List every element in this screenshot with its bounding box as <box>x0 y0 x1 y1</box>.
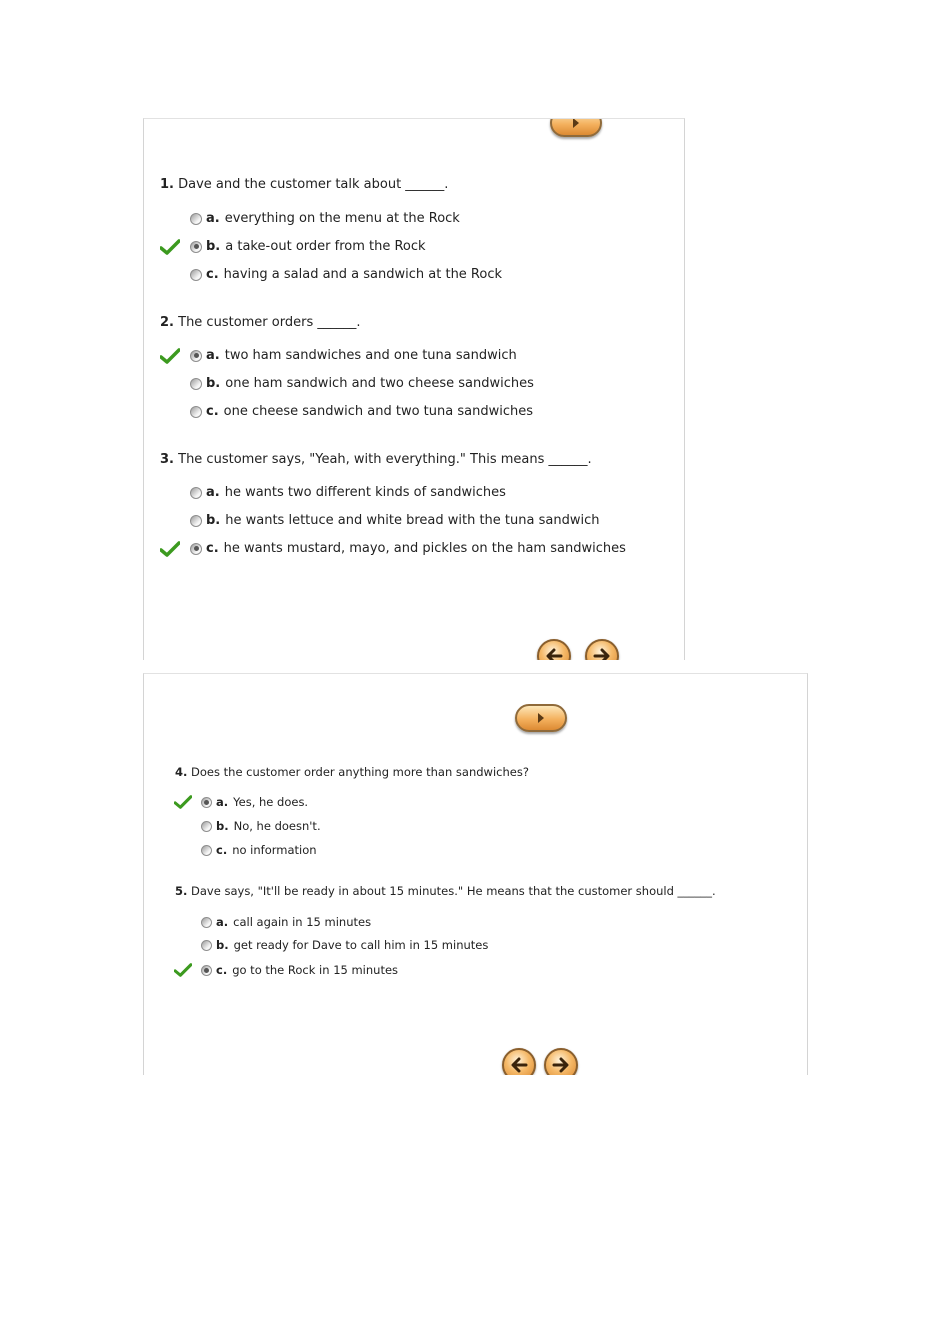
option-letter: a. <box>206 348 220 363</box>
option-3a[interactable] <box>190 485 506 500</box>
checkmark-icon <box>174 963 192 977</box>
checkmark-icon <box>160 239 180 255</box>
question-number: 2. <box>160 315 174 330</box>
question-text: Dave and the customer talk about ______. <box>178 177 449 192</box>
option-text: call again in 15 minutes <box>233 915 372 929</box>
option-text: he wants lettuce and white bread with the tuna sandwich <box>225 513 600 528</box>
question-3 <box>160 452 592 467</box>
question-text: Does the customer order anything more than sandwiches? <box>191 765 529 779</box>
radio-button[interactable] <box>190 269 202 281</box>
option-letter: c. <box>206 404 219 419</box>
option-letter: b. <box>216 819 229 833</box>
option-letter: b. <box>216 938 229 952</box>
question-5 <box>175 884 716 898</box>
radio-button-selected[interactable] <box>190 241 202 253</box>
option-text: no information <box>232 843 317 857</box>
option-letter: a. <box>216 795 229 809</box>
arrow-left-icon <box>545 648 563 660</box>
checkmark-icon <box>174 795 192 809</box>
option-letter: b. <box>206 239 221 254</box>
option-2b[interactable] <box>190 376 534 391</box>
option-text: go to the Rock in 15 minutes <box>232 963 399 977</box>
option-text: No, he doesn't. <box>233 819 321 833</box>
radio-button[interactable] <box>190 378 202 390</box>
option-1b[interactable] <box>190 239 426 254</box>
option-letter: a. <box>216 915 229 929</box>
forward-button[interactable] <box>515 704 567 732</box>
radio-button[interactable] <box>201 917 212 928</box>
arrow-right-icon <box>552 1057 570 1073</box>
next-button[interactable] <box>544 1048 578 1075</box>
option-3c[interactable] <box>190 541 626 556</box>
option-text: he wants two different kinds of sandwiches <box>224 485 506 500</box>
option-2c[interactable] <box>190 404 533 419</box>
option-letter: a. <box>206 211 220 226</box>
next-button[interactable] <box>585 639 619 660</box>
arrow-left-icon <box>510 1057 528 1073</box>
radio-button-selected[interactable] <box>201 797 212 808</box>
radio-button[interactable] <box>190 406 202 418</box>
radio-button[interactable] <box>201 845 212 856</box>
back-button[interactable] <box>502 1048 536 1075</box>
radio-button[interactable] <box>201 940 212 951</box>
radio-button-selected[interactable] <box>190 543 202 555</box>
option-text: a take-out order from the Rock <box>225 239 426 254</box>
question-2 <box>160 315 361 330</box>
option-text: two ham sandwiches and one tuna sandwich <box>224 348 517 363</box>
option-text: one cheese sandwich and two tuna sandwiches <box>223 404 533 419</box>
quiz-panel-1 <box>143 118 685 660</box>
forward-button[interactable] <box>550 118 602 137</box>
question-4 <box>175 765 529 779</box>
question-text: The customer says, "Yeah, with everything." This means ______. <box>178 452 592 467</box>
option-3b[interactable] <box>190 513 599 528</box>
checkmark-icon <box>160 348 180 364</box>
radio-button-selected[interactable] <box>201 965 212 976</box>
question-1 <box>160 177 448 192</box>
option-1c[interactable] <box>190 267 502 282</box>
option-letter: c. <box>216 963 228 977</box>
radio-button[interactable] <box>190 515 202 527</box>
option-2a[interactable] <box>190 348 517 363</box>
option-letter: b. <box>206 376 221 391</box>
question-number: 3. <box>160 452 174 467</box>
radio-button-selected[interactable] <box>190 350 202 362</box>
question-text: Dave says, "It'll be ready in about 15 minutes." He means that the customer should ______. <box>191 884 716 898</box>
play-triangle-icon <box>573 118 579 128</box>
question-number: 4. <box>175 765 188 779</box>
play-triangle-icon <box>538 713 544 723</box>
option-4c[interactable] <box>201 843 317 857</box>
option-text: he wants mustard, mayo, and pickles on the ham sandwiches <box>223 541 626 556</box>
option-letter: c. <box>206 267 219 282</box>
option-text: get ready for Dave to call him in 15 minutes <box>233 938 489 952</box>
option-5c[interactable] <box>201 963 398 977</box>
radio-button[interactable] <box>190 487 202 499</box>
question-number: 5. <box>175 884 188 898</box>
quiz-panel-2 <box>143 673 808 1075</box>
option-text: one ham sandwich and two cheese sandwiches <box>225 376 534 391</box>
option-4a[interactable] <box>201 795 308 809</box>
arrow-right-icon <box>593 648 611 660</box>
option-1a[interactable] <box>190 211 460 226</box>
option-letter: c. <box>206 541 219 556</box>
back-button[interactable] <box>537 639 571 660</box>
option-text: Yes, he does. <box>233 795 309 809</box>
option-4b[interactable] <box>201 819 321 833</box>
question-text: The customer orders ______. <box>178 315 361 330</box>
option-letter: b. <box>206 513 221 528</box>
option-text: having a salad and a sandwich at the Rock <box>223 267 503 282</box>
option-letter: a. <box>206 485 220 500</box>
option-5a[interactable] <box>201 915 371 929</box>
checkmark-icon <box>160 541 180 557</box>
radio-button[interactable] <box>190 213 202 225</box>
option-letter: c. <box>216 843 228 857</box>
option-5b[interactable] <box>201 938 488 952</box>
option-text: everything on the menu at the Rock <box>224 211 460 226</box>
radio-button[interactable] <box>201 821 212 832</box>
question-number: 1. <box>160 177 174 192</box>
